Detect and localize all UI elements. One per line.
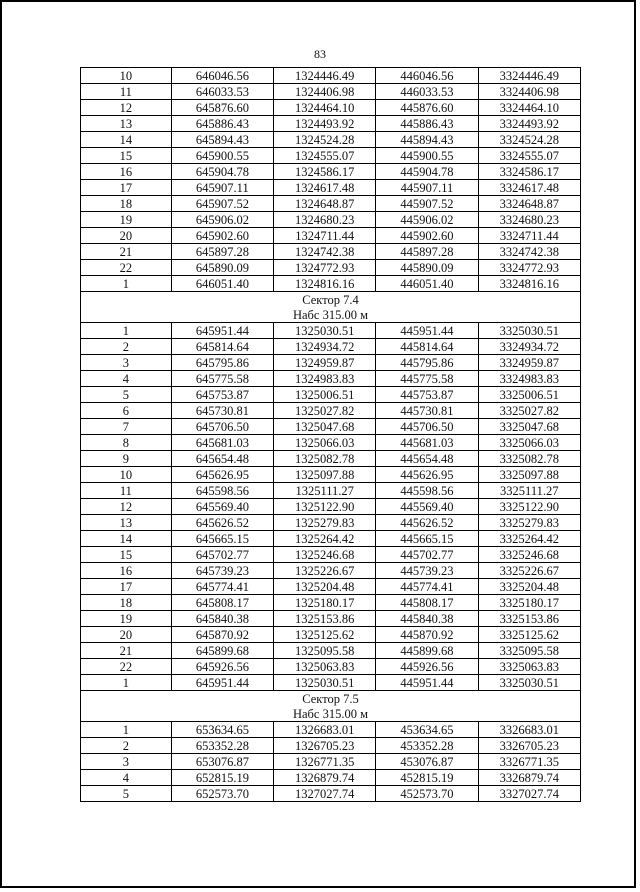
x-local-cell: 645886.43	[171, 116, 273, 132]
y-msk-cell: 3325111.27	[478, 483, 580, 499]
table-row	[81, 754, 581, 770]
y-msk-cell: 3324446.49	[478, 68, 580, 84]
point-number-cell: 19	[81, 212, 172, 228]
y-msk-cell: 3325082.78	[478, 451, 580, 467]
x-msk-cell: 445902.60	[376, 228, 478, 244]
point-number-cell: 20	[81, 228, 172, 244]
y-msk-cell: 3324586.17	[478, 164, 580, 180]
point-number-cell: 5	[81, 387, 172, 403]
y-local-cell: 1326683.01	[273, 722, 375, 738]
y-local-cell: 1324464.10	[273, 100, 375, 116]
x-local-cell: 645739.23	[171, 563, 273, 579]
x-local-cell: 645626.95	[171, 467, 273, 483]
table-row	[81, 387, 581, 403]
x-local-cell: 645876.60	[171, 100, 273, 116]
x-local-cell: 645951.44	[171, 675, 273, 691]
y-local-cell: 1325153.86	[273, 611, 375, 627]
y-msk-cell: 3325066.03	[478, 435, 580, 451]
y-local-cell: 1324555.07	[273, 148, 375, 164]
y-local-cell: 1325027.82	[273, 403, 375, 419]
table-row	[81, 451, 581, 467]
point-number-cell: 3	[81, 355, 172, 371]
y-msk-cell: 3324680.23	[478, 212, 580, 228]
table-row	[81, 260, 581, 276]
y-local-cell: 1325226.67	[273, 563, 375, 579]
x-msk-cell: 445951.44	[376, 323, 478, 339]
y-msk-cell: 3324524.28	[478, 132, 580, 148]
x-msk-cell: 445899.68	[376, 643, 478, 659]
table-row	[81, 371, 581, 387]
x-msk-cell: 445569.40	[376, 499, 478, 515]
point-number-cell: 1	[81, 675, 172, 691]
x-local-cell: 652815.19	[171, 770, 273, 786]
x-msk-cell: 445654.48	[376, 451, 478, 467]
table-row	[81, 738, 581, 754]
table-row	[81, 786, 581, 802]
x-local-cell: 645569.40	[171, 499, 273, 515]
point-number-cell: 22	[81, 659, 172, 675]
x-msk-cell: 445886.43	[376, 116, 478, 132]
point-number-cell: 1	[81, 323, 172, 339]
section-title-row	[81, 292, 581, 308]
y-msk-cell: 3325097.88	[478, 467, 580, 483]
x-local-cell: 645902.60	[171, 228, 273, 244]
y-msk-cell: 3326683.01	[478, 722, 580, 738]
x-local-cell: 645775.58	[171, 371, 273, 387]
x-msk-cell: 445876.60	[376, 100, 478, 116]
x-local-cell: 645906.02	[171, 212, 273, 228]
section-title-row	[81, 691, 581, 707]
x-msk-cell: 445795.86	[376, 355, 478, 371]
x-msk-cell: 445814.64	[376, 339, 478, 355]
table-row	[81, 212, 581, 228]
y-msk-cell: 3325226.67	[478, 563, 580, 579]
x-msk-cell: 446033.53	[376, 84, 478, 100]
section-title: Сектор 7.4	[81, 292, 581, 308]
point-number-cell: 14	[81, 132, 172, 148]
table-row	[81, 148, 581, 164]
point-number-cell: 21	[81, 643, 172, 659]
table-row	[81, 547, 581, 563]
x-msk-cell: 445730.81	[376, 403, 478, 419]
x-local-cell: 645665.15	[171, 531, 273, 547]
x-msk-cell: 445702.77	[376, 547, 478, 563]
y-msk-cell: 3325125.62	[478, 627, 580, 643]
point-number-cell: 18	[81, 595, 172, 611]
table-row	[81, 419, 581, 435]
y-msk-cell: 3324617.48	[478, 180, 580, 196]
x-local-cell: 645907.11	[171, 180, 273, 196]
point-number-cell: 6	[81, 403, 172, 419]
x-msk-cell: 452573.70	[376, 786, 478, 802]
point-number-cell: 22	[81, 260, 172, 276]
y-local-cell: 1325030.51	[273, 323, 375, 339]
x-msk-cell: 453634.65	[376, 722, 478, 738]
page-number: 83	[314, 47, 326, 61]
y-msk-cell: 3324983.83	[478, 371, 580, 387]
x-local-cell: 645706.50	[171, 419, 273, 435]
table-row	[81, 100, 581, 116]
table-row	[81, 659, 581, 675]
y-msk-cell: 3325063.83	[478, 659, 580, 675]
y-local-cell: 1326879.74	[273, 770, 375, 786]
y-local-cell: 1324406.98	[273, 84, 375, 100]
x-msk-cell: 445926.56	[376, 659, 478, 675]
y-msk-cell: 3325246.68	[478, 547, 580, 563]
x-local-cell: 652573.70	[171, 786, 273, 802]
point-number-cell: 13	[81, 515, 172, 531]
y-local-cell: 1324983.83	[273, 371, 375, 387]
point-number-cell: 17	[81, 579, 172, 595]
y-local-cell: 1324493.92	[273, 116, 375, 132]
y-msk-cell: 3325153.86	[478, 611, 580, 627]
x-local-cell: 645753.87	[171, 387, 273, 403]
y-msk-cell: 3326771.35	[478, 754, 580, 770]
y-local-cell: 1325264.42	[273, 531, 375, 547]
table-row	[81, 595, 581, 611]
x-local-cell: 645870.92	[171, 627, 273, 643]
table-row	[81, 164, 581, 180]
point-number-cell: 4	[81, 371, 172, 387]
x-local-cell: 645904.78	[171, 164, 273, 180]
x-msk-cell: 445906.02	[376, 212, 478, 228]
y-local-cell: 1325122.90	[273, 499, 375, 515]
y-local-cell: 1325097.88	[273, 467, 375, 483]
table-row	[81, 132, 581, 148]
point-number-cell: 15	[81, 148, 172, 164]
y-msk-cell: 3325027.82	[478, 403, 580, 419]
table-row	[81, 643, 581, 659]
x-msk-cell: 445808.17	[376, 595, 478, 611]
point-number-cell: 15	[81, 547, 172, 563]
point-number-cell: 17	[81, 180, 172, 196]
y-msk-cell: 3326705.23	[478, 738, 580, 754]
y-local-cell: 1324446.49	[273, 68, 375, 84]
y-local-cell: 1324586.17	[273, 164, 375, 180]
y-msk-cell: 3324493.92	[478, 116, 580, 132]
y-local-cell: 1325063.83	[273, 659, 375, 675]
x-local-cell: 645654.48	[171, 451, 273, 467]
table-row	[81, 228, 581, 244]
point-number-cell: 14	[81, 531, 172, 547]
y-msk-cell: 3326879.74	[478, 770, 580, 786]
x-local-cell: 645702.77	[171, 547, 273, 563]
table-row	[81, 770, 581, 786]
x-msk-cell: 445626.52	[376, 515, 478, 531]
table-row	[81, 196, 581, 212]
y-local-cell: 1324711.44	[273, 228, 375, 244]
x-local-cell: 645598.56	[171, 483, 273, 499]
y-local-cell: 1325095.58	[273, 643, 375, 659]
y-local-cell: 1325204.48	[273, 579, 375, 595]
table-row	[81, 563, 581, 579]
y-local-cell: 1324680.23	[273, 212, 375, 228]
y-local-cell: 1324772.93	[273, 260, 375, 276]
table-row	[81, 435, 581, 451]
table-row	[81, 467, 581, 483]
y-msk-cell: 3327027.74	[478, 786, 580, 802]
point-number-cell: 16	[81, 563, 172, 579]
x-local-cell: 645890.09	[171, 260, 273, 276]
point-number-cell: 12	[81, 499, 172, 515]
point-number-cell: 4	[81, 770, 172, 786]
coordinates-table	[80, 67, 581, 802]
x-msk-cell: 445907.52	[376, 196, 478, 212]
x-msk-cell: 445665.15	[376, 531, 478, 547]
y-msk-cell: 3324555.07	[478, 148, 580, 164]
table-row	[81, 722, 581, 738]
x-msk-cell: 453076.87	[376, 754, 478, 770]
point-number-cell: 11	[81, 84, 172, 100]
section-elevation: Набс 315.00 м	[81, 307, 581, 323]
x-msk-cell: 445774.41	[376, 579, 478, 595]
y-msk-cell: 3325030.51	[478, 323, 580, 339]
table-row	[81, 403, 581, 419]
coordinates-table-body	[81, 68, 581, 802]
point-number-cell: 9	[81, 451, 172, 467]
x-local-cell: 646046.56	[171, 68, 273, 84]
section-title: Сектор 7.5	[81, 691, 581, 707]
y-msk-cell: 3324711.44	[478, 228, 580, 244]
x-msk-cell: 445681.03	[376, 435, 478, 451]
x-msk-cell: 446046.56	[376, 68, 478, 84]
table-row	[81, 611, 581, 627]
x-local-cell: 645897.28	[171, 244, 273, 260]
x-msk-cell: 445775.58	[376, 371, 478, 387]
x-local-cell: 645900.55	[171, 148, 273, 164]
x-local-cell: 645795.86	[171, 355, 273, 371]
x-msk-cell: 445904.78	[376, 164, 478, 180]
x-local-cell: 646033.53	[171, 84, 273, 100]
x-msk-cell: 445870.92	[376, 627, 478, 643]
point-number-cell: 19	[81, 611, 172, 627]
y-msk-cell: 3324742.38	[478, 244, 580, 260]
y-msk-cell: 3324772.93	[478, 260, 580, 276]
table-row	[81, 84, 581, 100]
x-local-cell: 646051.40	[171, 276, 273, 292]
y-msk-cell: 3325030.51	[478, 675, 580, 691]
x-local-cell: 653352.28	[171, 738, 273, 754]
x-local-cell: 645626.52	[171, 515, 273, 531]
y-msk-cell: 3324464.10	[478, 100, 580, 116]
table-row	[81, 579, 581, 595]
point-number-cell: 10	[81, 467, 172, 483]
point-number-cell: 12	[81, 100, 172, 116]
table-row	[81, 627, 581, 643]
x-msk-cell: 445900.55	[376, 148, 478, 164]
point-number-cell: 20	[81, 627, 172, 643]
y-msk-cell: 3324934.72	[478, 339, 580, 355]
y-local-cell: 1325246.68	[273, 547, 375, 563]
section-elevation-row	[81, 307, 581, 323]
y-local-cell: 1325111.27	[273, 483, 375, 499]
point-number-cell: 3	[81, 754, 172, 770]
point-number-cell: 11	[81, 483, 172, 499]
point-number-cell: 2	[81, 339, 172, 355]
point-number-cell: 13	[81, 116, 172, 132]
y-local-cell: 1325066.03	[273, 435, 375, 451]
x-msk-cell: 445598.56	[376, 483, 478, 499]
x-local-cell: 645894.43	[171, 132, 273, 148]
point-number-cell: 1	[81, 722, 172, 738]
x-local-cell: 645899.68	[171, 643, 273, 659]
table-row	[81, 323, 581, 339]
x-local-cell: 645808.17	[171, 595, 273, 611]
x-msk-cell: 445706.50	[376, 419, 478, 435]
x-local-cell: 645681.03	[171, 435, 273, 451]
point-number-cell: 21	[81, 244, 172, 260]
point-number-cell: 7	[81, 419, 172, 435]
point-number-cell: 8	[81, 435, 172, 451]
y-local-cell: 1324934.72	[273, 339, 375, 355]
x-msk-cell: 445894.43	[376, 132, 478, 148]
table-row	[81, 276, 581, 292]
table-row	[81, 483, 581, 499]
x-msk-cell: 445907.11	[376, 180, 478, 196]
table-row	[81, 68, 581, 84]
y-local-cell: 1326705.23	[273, 738, 375, 754]
x-msk-cell: 445840.38	[376, 611, 478, 627]
x-local-cell: 645814.64	[171, 339, 273, 355]
y-local-cell: 1325082.78	[273, 451, 375, 467]
x-msk-cell: 452815.19	[376, 770, 478, 786]
y-local-cell: 1324816.16	[273, 276, 375, 292]
y-local-cell: 1325047.68	[273, 419, 375, 435]
x-local-cell: 645907.52	[171, 196, 273, 212]
x-local-cell: 645774.41	[171, 579, 273, 595]
x-msk-cell: 445890.09	[376, 260, 478, 276]
point-number-cell: 2	[81, 738, 172, 754]
y-msk-cell: 3325047.68	[478, 419, 580, 435]
y-local-cell: 1327027.74	[273, 786, 375, 802]
y-local-cell: 1325180.17	[273, 595, 375, 611]
point-number-cell: 18	[81, 196, 172, 212]
y-local-cell: 1324524.28	[273, 132, 375, 148]
y-msk-cell: 3325180.17	[478, 595, 580, 611]
y-local-cell: 1325006.51	[273, 387, 375, 403]
x-local-cell: 653634.65	[171, 722, 273, 738]
y-local-cell: 1325279.83	[273, 515, 375, 531]
y-msk-cell: 3325264.42	[478, 531, 580, 547]
x-msk-cell: 446051.40	[376, 276, 478, 292]
section-elevation: Набс 315.00 м	[81, 706, 581, 722]
point-number-cell: 16	[81, 164, 172, 180]
y-msk-cell: 3325122.90	[478, 499, 580, 515]
y-local-cell: 1324959.87	[273, 355, 375, 371]
y-msk-cell: 3324816.16	[478, 276, 580, 292]
x-local-cell: 645951.44	[171, 323, 273, 339]
table-row	[81, 339, 581, 355]
table-row	[81, 116, 581, 132]
point-number-cell: 1	[81, 276, 172, 292]
table-row	[81, 244, 581, 260]
table-row	[81, 531, 581, 547]
x-local-cell: 653076.87	[171, 754, 273, 770]
y-msk-cell: 3325204.48	[478, 579, 580, 595]
y-msk-cell: 3324959.87	[478, 355, 580, 371]
x-msk-cell: 445753.87	[376, 387, 478, 403]
y-local-cell: 1325030.51	[273, 675, 375, 691]
x-msk-cell: 445626.95	[376, 467, 478, 483]
y-msk-cell: 3325279.83	[478, 515, 580, 531]
y-local-cell: 1324742.38	[273, 244, 375, 260]
y-msk-cell: 3324406.98	[478, 84, 580, 100]
y-local-cell: 1324648.87	[273, 196, 375, 212]
y-local-cell: 1324617.48	[273, 180, 375, 196]
x-local-cell: 645730.81	[171, 403, 273, 419]
y-local-cell: 1325125.62	[273, 627, 375, 643]
table-row	[81, 515, 581, 531]
table-row	[81, 499, 581, 515]
x-msk-cell: 453352.28	[376, 738, 478, 754]
y-msk-cell: 3324648.87	[478, 196, 580, 212]
x-msk-cell: 445951.44	[376, 675, 478, 691]
y-msk-cell: 3325006.51	[478, 387, 580, 403]
y-local-cell: 1326771.35	[273, 754, 375, 770]
x-msk-cell: 445897.28	[376, 244, 478, 260]
table-row	[81, 180, 581, 196]
y-msk-cell: 3325095.58	[478, 643, 580, 659]
x-msk-cell: 445739.23	[376, 563, 478, 579]
table-row	[81, 355, 581, 371]
x-local-cell: 645840.38	[171, 611, 273, 627]
x-local-cell: 645926.56	[171, 659, 273, 675]
point-number-cell: 5	[81, 786, 172, 802]
table-row	[81, 675, 581, 691]
point-number-cell: 10	[81, 68, 172, 84]
section-elevation-row	[81, 706, 581, 722]
